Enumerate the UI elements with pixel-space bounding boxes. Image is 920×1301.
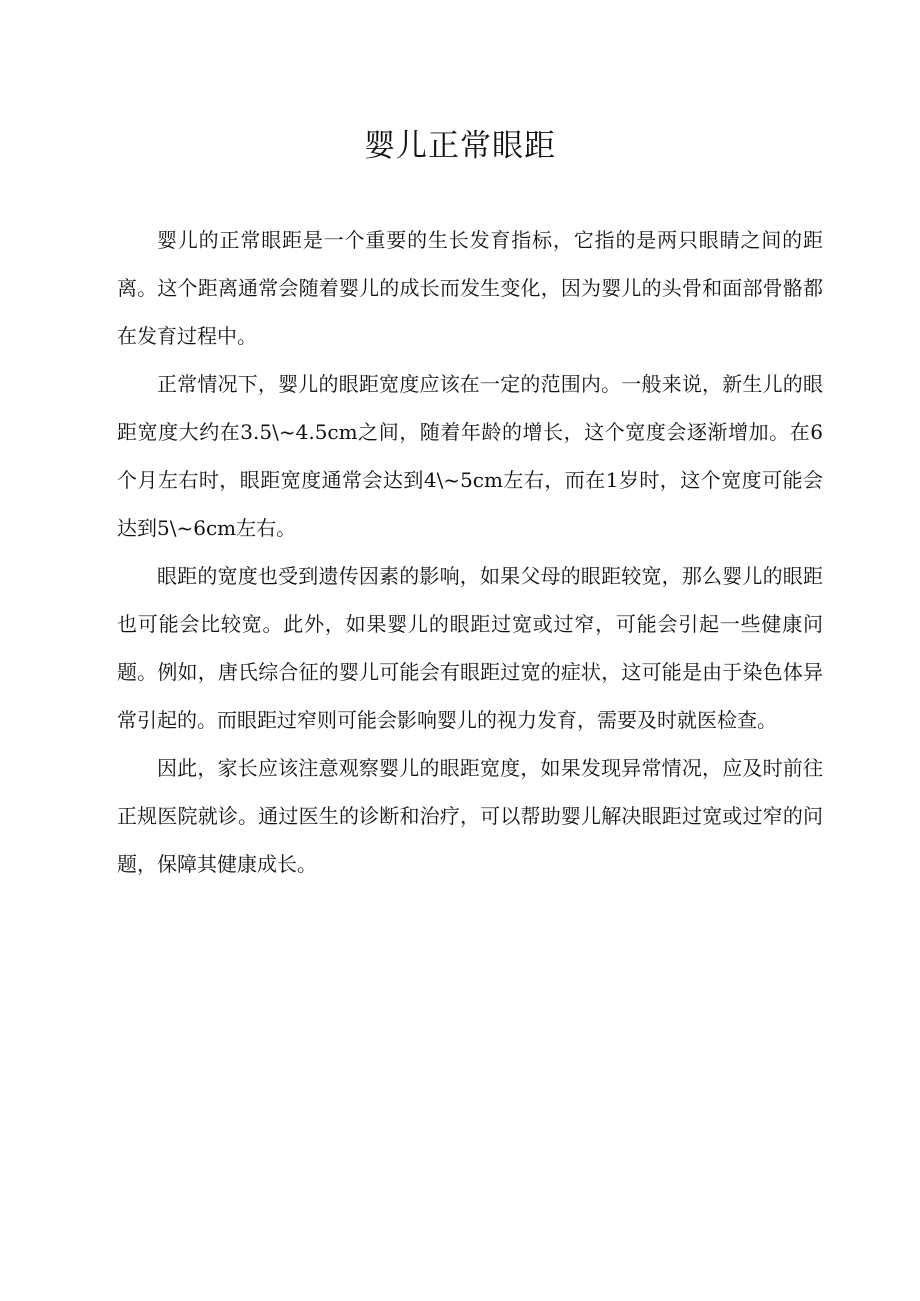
paragraph-intro: 婴儿的正常眼距是一个重要的生长发育指标，它指的是两只眼睛之间的距离。这个距离通常会随着婴儿的成长而发生变化，因为婴儿的头骨和面部骨骼都在发育过程中。 <box>117 228 823 348</box>
document-title: 婴儿正常眼距 <box>364 128 556 164</box>
document-body <box>117 216 823 888</box>
paragraph-normal-range: 正常情况下，婴儿的眼距宽度应该在一定的范围内。一般来说，新生儿的眼距宽度大约在3.5\~4.5cm之间，随着年龄的增长，这个宽度会逐渐增加。在6个月左右时，眼距宽度通常会达到4\~5cm左右，而在1岁时，这个宽度可能会达到5\~6cm左右。 <box>117 372 823 540</box>
paragraph-genetics: 眼距的宽度也受到遗传因素的影响，如果父母的眼距较宽，那么婴儿的眼距也可能会比较宽。此外，如果婴儿的眼距过宽或过窄，可能会引起一些健康问题。例如，唐氏综合征的婴儿可能会有眼距过宽的症状，这可能是由于染色体异常引起的。而眼距过窄则可能会影响婴儿的视力发育，需要及时就医检查。 <box>117 564 823 732</box>
paragraph-advice: 因此，家长应该注意观察婴儿的眼距宽度，如果发现异常情况，应及时前往正规医院就诊。通过医生的诊断和治疗，可以帮助婴儿解决眼距过宽或过窄的问题，保障其健康成长。 <box>117 756 823 876</box>
